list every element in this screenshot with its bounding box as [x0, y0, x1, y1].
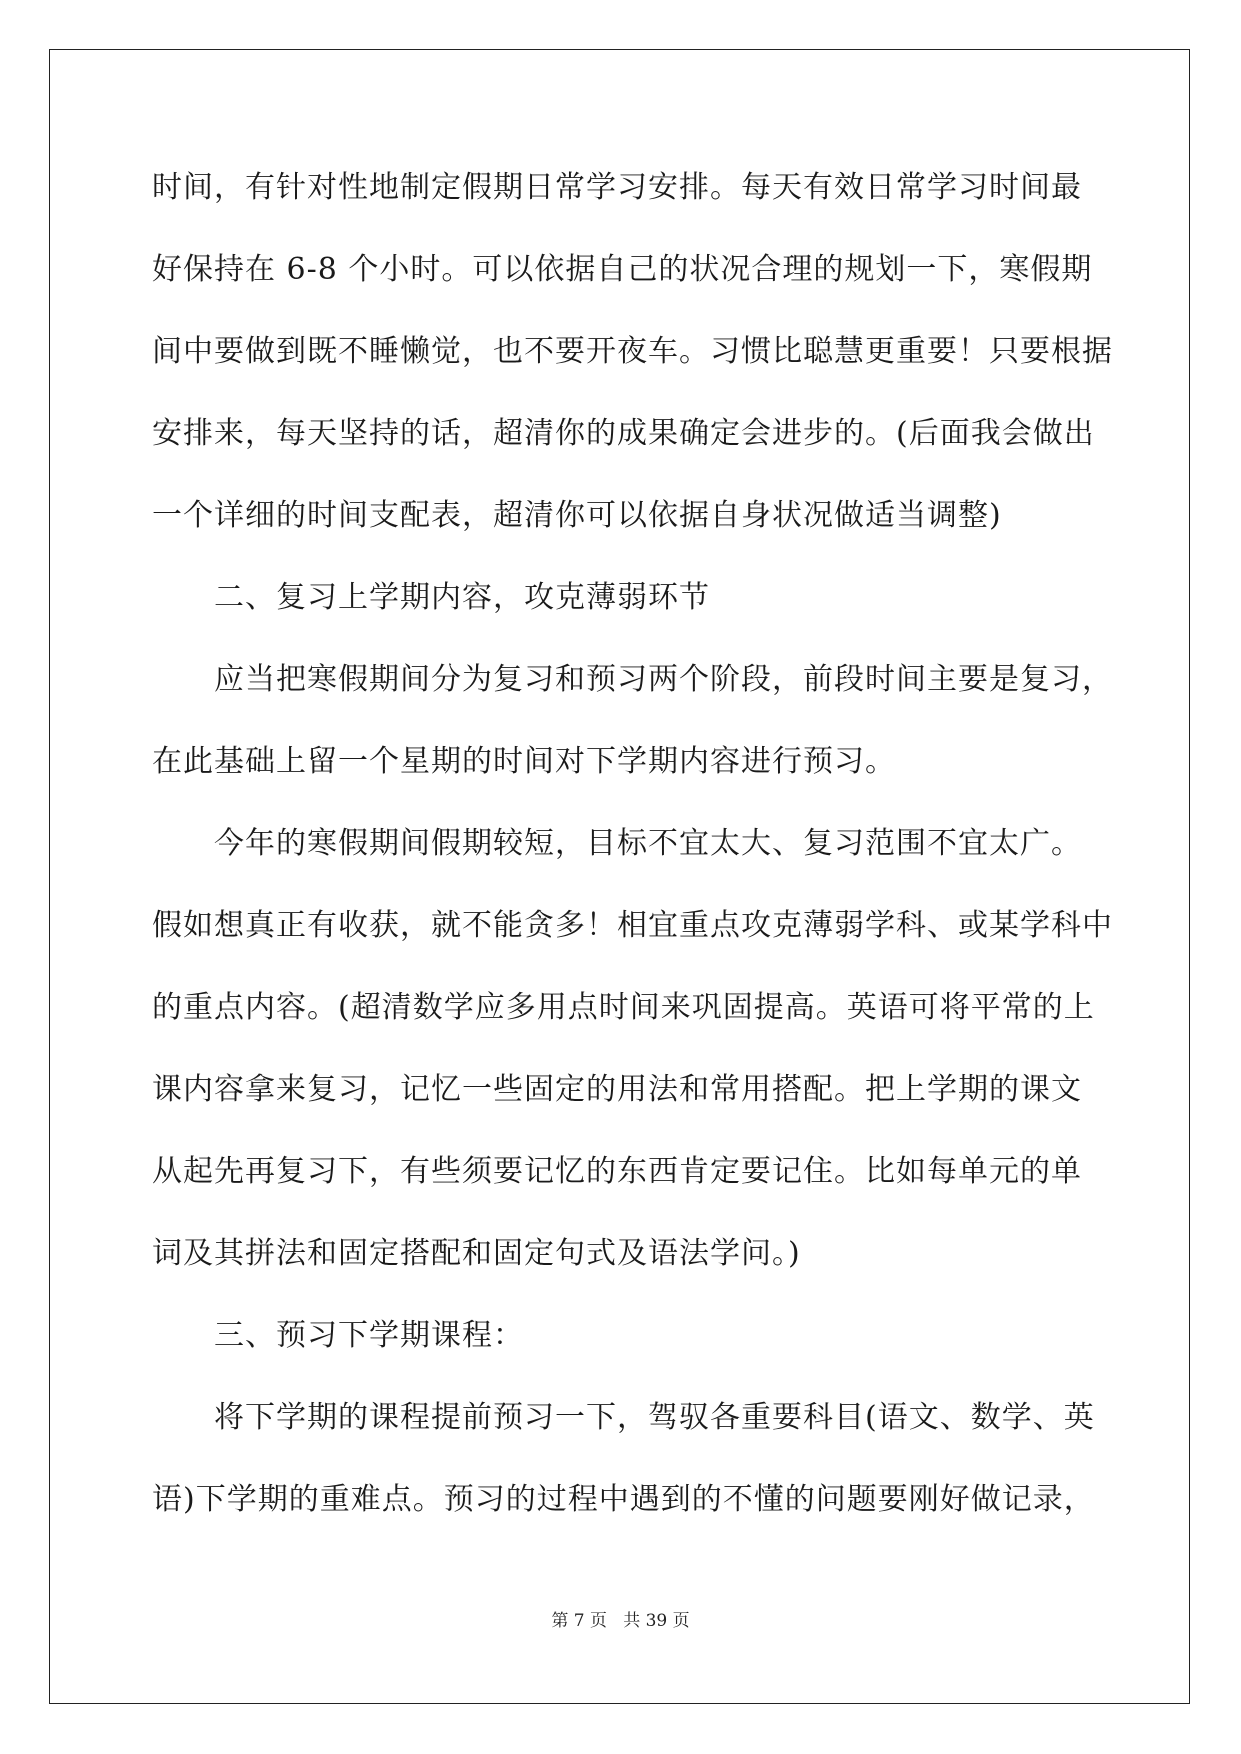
- text-line: 语)下学期的重难点。预习的过程中遇到的不懂的问题要刚好做记录，: [152, 1482, 1095, 1517]
- text-line: 的重点内容。(超清数学应多用点时间来巩固提高。英语可将平常的上: [152, 990, 1095, 1025]
- paragraph-start: 将下学期的课程提前预习一下，驾驭各重要科目(语文、数学、英: [214, 1400, 1095, 1435]
- text-line: 课内容拿来复习，记忆一些固定的用法和常用搭配。把上学期的课文: [152, 1072, 1082, 1107]
- section-heading: 二、复习上学期内容，攻克薄弱环节: [214, 580, 710, 615]
- text-line: 从起先再复习下，有些须要记忆的东西肯定要记住。比如每单元的单: [152, 1154, 1082, 1189]
- text-line: 一个详细的时间支配表，超清你可以依据自身状况做适当调整): [152, 498, 1002, 533]
- text-line: 词及其拼法和固定搭配和固定句式及语法学问。): [152, 1236, 801, 1271]
- text-line: 假如想真正有收获，就不能贪多！相宜重点攻克薄弱学科、或某学科中: [152, 908, 1113, 943]
- text-line: 好保持在 6-8 个小时。可以依据自己的状况合理的规划一下，寒假期: [152, 252, 1093, 287]
- page-number-footer: 第 7 页 共 39 页: [551, 1611, 690, 1631]
- section-heading: 三、预习下学期课程：: [214, 1318, 524, 1353]
- text-line: 安排来，每天坚持的话，超清你的成果确定会进步的。(后面我会做出: [152, 416, 1095, 451]
- text-line: 在此基础上留一个星期的时间对下学期内容进行预习。: [152, 744, 896, 779]
- paragraph-start: 今年的寒假期间假期较短，目标不宜太大、复习范围不宜太广。: [214, 826, 1082, 861]
- document-body: [152, 158, 1113, 1552]
- paragraph-start: 应当把寒假期间分为复习和预习两个阶段，前段时间主要是复习，: [214, 662, 1113, 697]
- text-line: 时间，有针对性地制定假期日常学习安排。每天有效日常学习时间最: [152, 170, 1082, 205]
- text-line: 间中要做到既不睡懒觉，也不要开夜车。习惯比聪慧更重要！只要根据: [152, 334, 1113, 369]
